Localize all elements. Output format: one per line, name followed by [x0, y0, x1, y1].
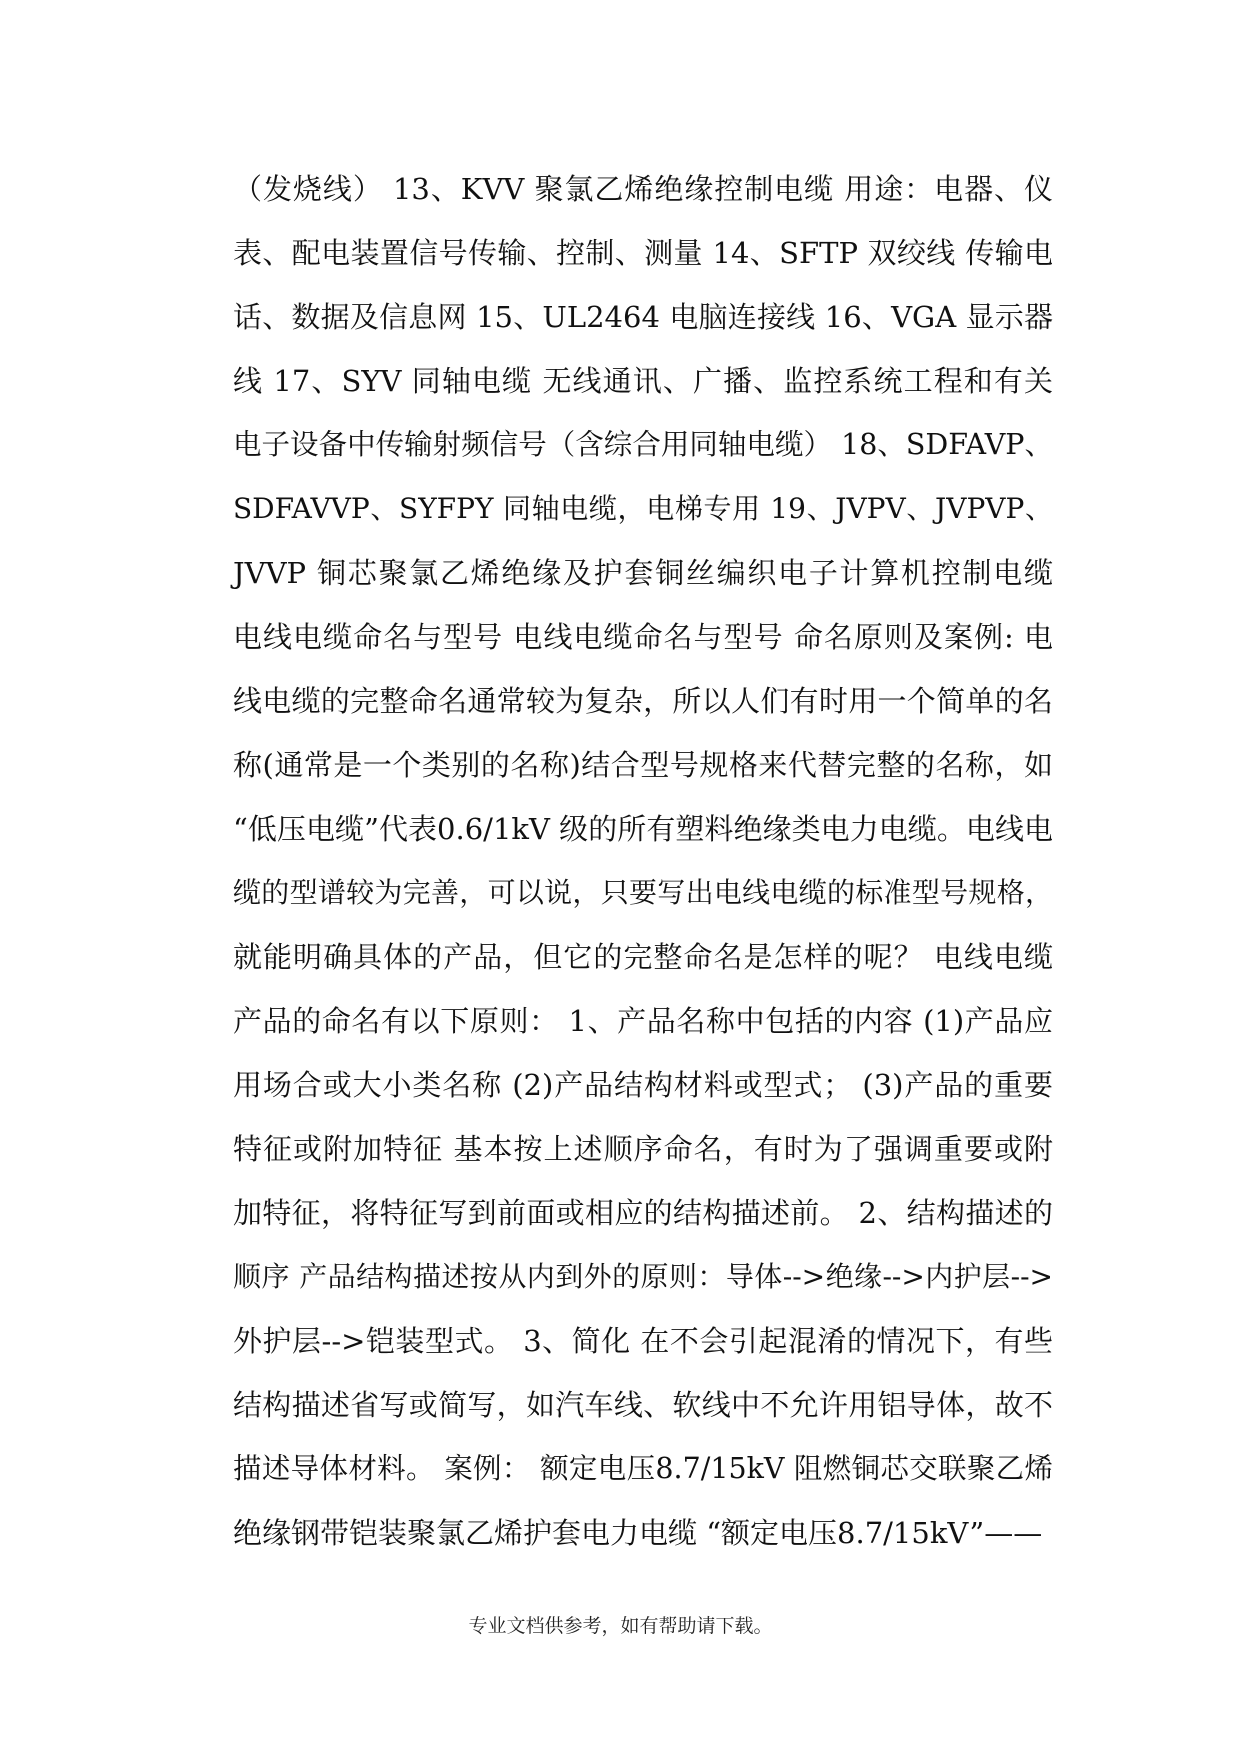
text-line: 特征或附加特征 基本按上述顺序命名，有时为了强调重要或附 [233, 1132, 1053, 1166]
text-line: 外护层-->铠装型式。 3、简化 在不会引起混淆的情况下，有些 [233, 1324, 1053, 1358]
text-line: 绝缘钢带铠装聚氯乙烯护套电力电缆 “额定电压8.7/15kV”—— [233, 1516, 1043, 1550]
text-line: 缆的型谱较为完善，可以说，只要写出电线电缆的标准型号规格， [233, 876, 1053, 909]
text-line: JVVP 铜芯聚氯乙烯绝缘及护套铜丝编织电子计算机控制电缆 [233, 556, 1053, 590]
text-line: 加特征，将特征写到前面或相应的结构描述前。 2、结构描述的 [233, 1196, 1053, 1230]
body-text [233, 157, 1053, 1565]
text-line: 表、配电装置信号传输、控制、测量 14、SFTP 双绞线 传输电 [233, 236, 1053, 270]
text-line: 结构描述省写或简写，如汽车线、软线中不允许用铝导体，故不 [233, 1388, 1053, 1422]
text-line: SDFAVVP、SYFPY 同轴电缆，电梯专用 19、JVPV、JVPVP、 [233, 492, 1053, 525]
text-line: （发烧线） 13、KVV 聚氯乙烯绝缘控制电缆 用途：电器、仪 [233, 172, 1053, 206]
text-line: 就能明确具体的产品，但它的完整命名是怎样的呢？ 电线电缆 [233, 940, 1053, 974]
text-line: 线电缆的完整命名通常较为复杂，所以人们有时用一个简单的名 [233, 684, 1053, 718]
text-line: 线 17、SYV 同轴电缆 无线通讯、广播、监控系统工程和有关 [233, 364, 1053, 398]
text-line: 电子设备中传输射频信号（含综合用同轴电缆） 18、SDFAVP、 [233, 428, 1053, 461]
text-line: 用场合或大小类名称 (2)产品结构材料或型式； (3)产品的重要 [233, 1068, 1053, 1102]
text-line: 称(通常是一个类别的名称)结合型号规格来代替完整的名称，如 [233, 748, 1053, 782]
text-line: 顺序 产品结构描述按从内到外的原则：导体-->绝缘-->内护层--> [233, 1260, 1053, 1293]
text-line: “低压电缆”代表0.6/1kV 级的所有塑料绝缘类电力电缆。电线电 [233, 812, 1053, 846]
text-line: 产品的命名有以下原则： 1、产品名称中包括的内容 (1)产品应 [233, 1004, 1053, 1038]
text-line: 描述导体材料。 案例： 额定电压8.7/15kV 阻燃铜芯交联聚乙烯 [233, 1452, 1053, 1485]
text-line: 电线电缆命名与型号 电线电缆命名与型号 命名原则及案例: 电 [233, 620, 1053, 654]
page-footer: 专业文档供参考，如有帮助请下载。 [468, 1615, 773, 1637]
text-line: 话、数据及信息网 15、UL2464 电脑连接线 16、VGA 显示器 [233, 300, 1053, 334]
